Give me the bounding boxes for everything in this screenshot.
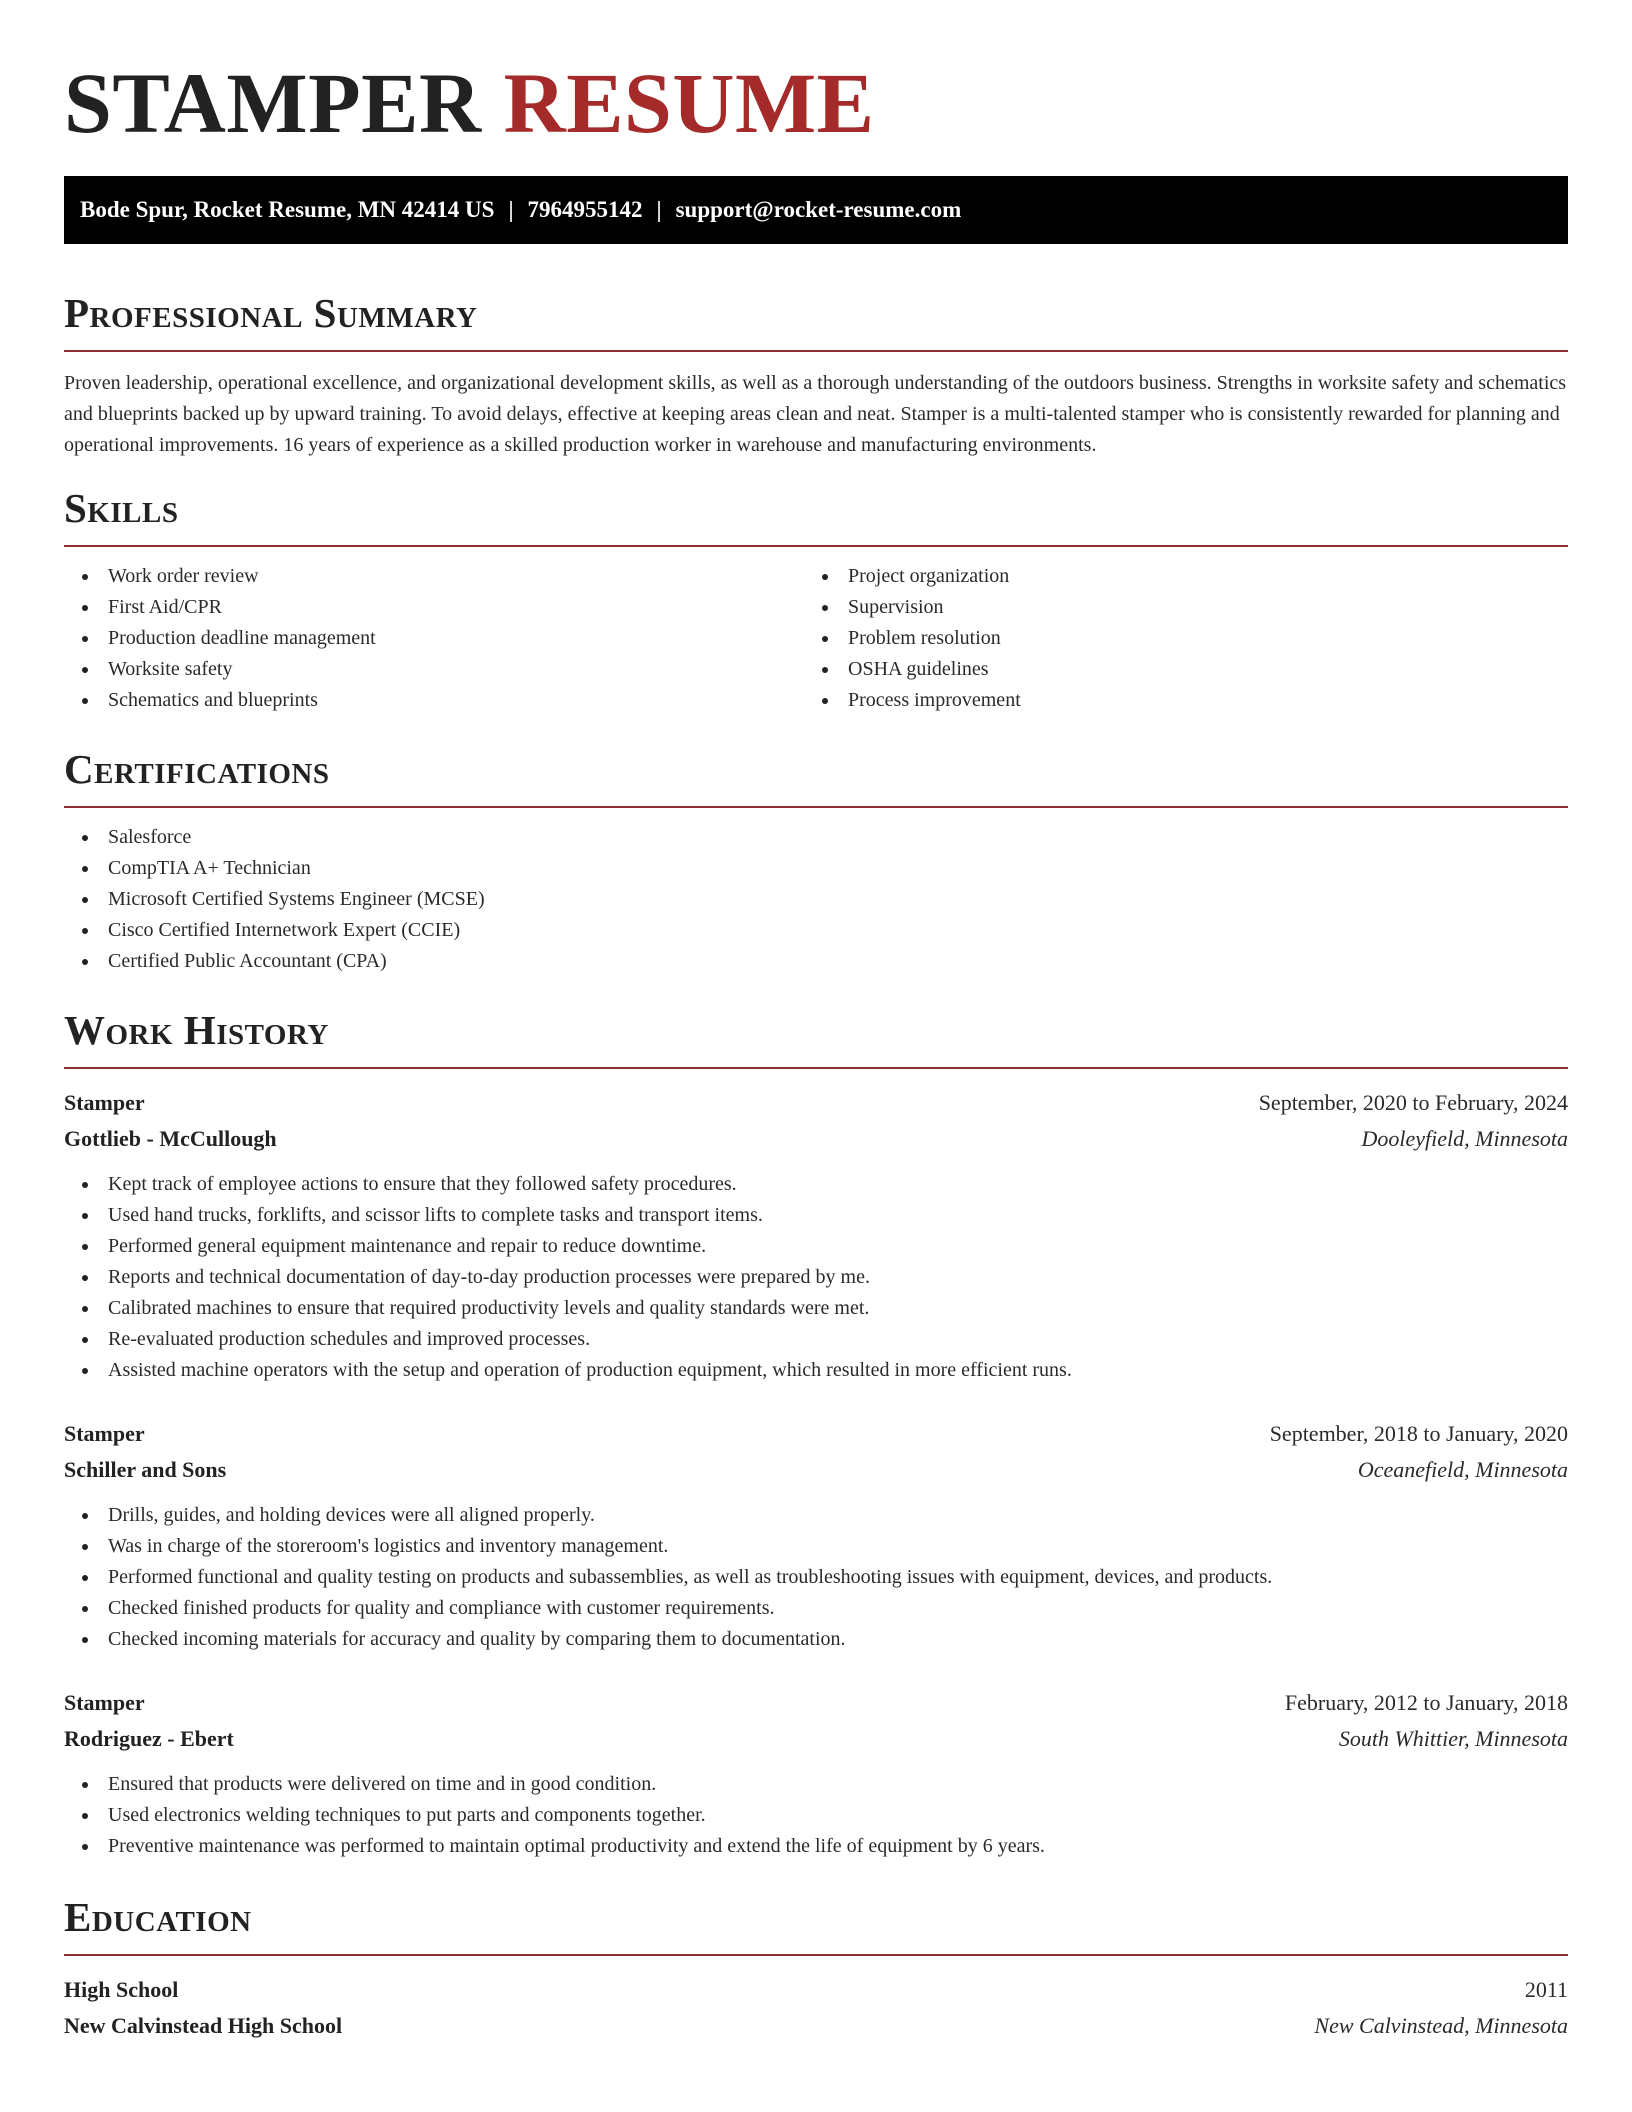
skill-item: Worksite safety	[64, 654, 804, 685]
job-bullet: Performed general equipment maintenance and repair to reduce downtime.	[64, 1231, 1568, 1262]
education-head	[64, 2008, 1568, 2044]
certification-item: CompTIA A+ Technician	[64, 853, 1568, 884]
job-head	[64, 1121, 1568, 1157]
skill-item: Work order review	[64, 561, 804, 592]
job-location: Oceanefield, Minnesota	[1357, 1457, 1568, 1482]
skill-item: Production deadline management	[64, 623, 804, 654]
skill-item: Supervision	[804, 592, 1544, 623]
contact-address: Bode Spur, Rocket Resume, MN 42414 US	[80, 197, 495, 222]
education-year: 2011	[1524, 1977, 1568, 2002]
skills-grid	[64, 561, 1568, 716]
summary-text: Proven leadership, operational excellence, and organizational development skills, as well as a thorough understanding of the outdoors business. Strengths in worksite safety and schematics and blueprints backed up by upward training. To avoid delays, effective at keeping areas clean and neat. Stamper is a multi-talented stamper who is consistently rewarded for planning and operational improvements. 16 years of experience as a skilled production worker in warehouse and manufacturing environments.	[64, 372, 1567, 456]
certifications-heading: Certifications	[64, 746, 330, 792]
job-location: South Whittier, Minnesota	[1338, 1726, 1568, 1751]
job-bullets	[64, 1500, 1568, 1655]
job-bullet: Calibrated machines to ensure that required productivity levels and quality standards were met.	[64, 1293, 1568, 1324]
education-location: New Calvinstead, Minnesota	[1314, 2013, 1568, 2038]
job-bullets	[64, 1169, 1568, 1386]
education-heading: Education	[64, 1894, 252, 1940]
job-dates: September, 2020 to February, 2024	[1258, 1090, 1568, 1115]
summary-section	[64, 288, 1568, 461]
job-bullet: Checked finished products for quality and compliance with customer requirements.	[64, 1593, 1568, 1624]
section-divider	[64, 545, 1568, 547]
contact-bar	[64, 176, 1568, 244]
skill-item: Project organization	[804, 561, 1544, 592]
job-bullet: Preventive maintenance was performed to maintain optimal productivity and extend the life of equipment by 6 years.	[64, 1831, 1568, 1862]
job-entry	[64, 1085, 1568, 1386]
contact-separator: |	[656, 197, 662, 222]
job-bullets	[64, 1769, 1568, 1862]
certifications-list	[64, 822, 1568, 977]
job-company: Schiller and Sons	[64, 1457, 227, 1482]
job-bullet: Ensured that products were delivered on time and in good condition.	[64, 1769, 1568, 1800]
title-name-last: RESUME	[503, 55, 875, 151]
job-head	[64, 1721, 1568, 1757]
job-bullet: Kept track of employee actions to ensure that they followed safety procedures.	[64, 1169, 1568, 1200]
job-bullet: Used electronics welding techniques to put parts and components together.	[64, 1800, 1568, 1831]
job-bullet: Re-evaluated production schedules and improved processes.	[64, 1324, 1568, 1355]
skill-item: OSHA guidelines	[804, 654, 1544, 685]
job-bullet: Drills, guides, and holding devices were all aligned properly.	[64, 1500, 1568, 1531]
job-head	[64, 1685, 1568, 1721]
job-location: Dooleyfield, Minnesota	[1361, 1126, 1568, 1151]
contact-email[interactable]: support@rocket-resume.com	[675, 197, 962, 222]
contact-separator: |	[508, 197, 514, 222]
job-bullet: Checked incoming materials for accuracy and quality by comparing them to documentation.	[64, 1624, 1568, 1655]
job-head	[64, 1452, 1568, 1488]
section-divider	[64, 350, 1568, 352]
section-divider	[64, 1067, 1568, 1069]
skills-heading: Skills	[64, 485, 179, 531]
title-name-first: STAMPER	[64, 55, 482, 151]
job-company: Rodriguez - Ebert	[64, 1726, 234, 1751]
job-bullet: Used hand trucks, forklifts, and scissor lifts to complete tasks and transport items.	[64, 1200, 1568, 1231]
job-bullet: Reports and technical documentation of day-to-day production processes were prepared by me.	[64, 1262, 1568, 1293]
certification-item: Certified Public Accountant (CPA)	[64, 946, 1568, 977]
education-entry	[64, 1972, 1568, 2044]
job-role: Stamper	[64, 1690, 145, 1715]
job-dates: September, 2018 to January, 2020	[1269, 1421, 1568, 1446]
education-section	[64, 1892, 1568, 2044]
skill-item: Schematics and blueprints	[64, 685, 804, 716]
skills-section	[64, 483, 1568, 716]
education-school: New Calvinstead High School	[64, 2013, 343, 2038]
job-company: Gottlieb - McCullough	[64, 1126, 277, 1151]
summary-heading: Professional Summary	[64, 290, 478, 336]
job-head	[64, 1416, 1568, 1452]
job-dates: February, 2012 to January, 2018	[1284, 1690, 1568, 1715]
job-role: Stamper	[64, 1090, 145, 1115]
section-divider	[64, 1954, 1568, 1956]
job-bullet: Was in charge of the storeroom's logistics and inventory management.	[64, 1531, 1568, 1562]
job-bullet: Performed functional and quality testing on products and subassemblies, as well as troubleshooting issues with equipment, devices, and products.	[64, 1562, 1568, 1593]
skill-item: Problem resolution	[804, 623, 1544, 654]
education-degree: High School	[64, 1977, 179, 2002]
job-entry	[64, 1685, 1568, 1862]
job-entry	[64, 1416, 1568, 1655]
certifications-section	[64, 744, 1568, 977]
resume-title	[64, 55, 1568, 151]
education-head	[64, 1972, 1568, 2008]
skills-list-right	[804, 561, 1544, 716]
section-divider	[64, 806, 1568, 808]
contact-phone: 7964955142	[527, 197, 643, 222]
skill-item: Process improvement	[804, 685, 1544, 716]
job-bullet: Assisted machine operators with the setup and operation of production equipment, which resulted in more efficient runs.	[64, 1355, 1568, 1386]
certification-item: Cisco Certified Internetwork Expert (CCIE)	[64, 915, 1568, 946]
skill-item: First Aid/CPR	[64, 592, 804, 623]
work-history-heading: Work History	[64, 1007, 329, 1053]
job-role: Stamper	[64, 1421, 145, 1446]
job-head	[64, 1085, 1568, 1121]
resume-page	[64, 0, 1568, 2044]
skills-list-left	[64, 561, 804, 716]
certification-item: Microsoft Certified Systems Engineer (MCSE)	[64, 884, 1568, 915]
certification-item: Salesforce	[64, 822, 1568, 853]
work-history-section	[64, 1005, 1568, 1862]
